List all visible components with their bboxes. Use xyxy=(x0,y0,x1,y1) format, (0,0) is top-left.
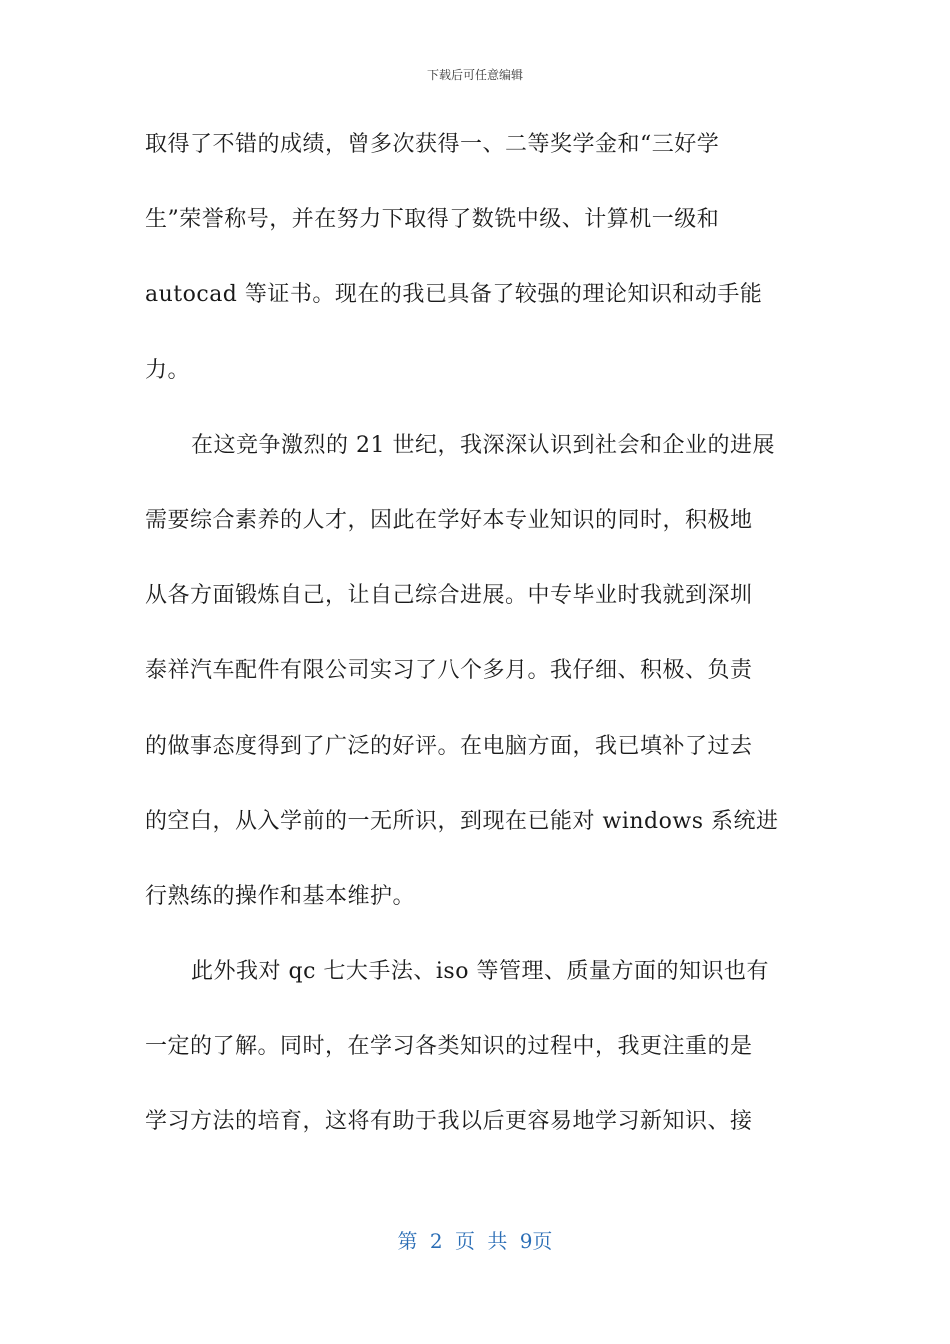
text-line: 的做事态度得到了广泛的好评。在电脑方面，我已填补了过去 xyxy=(145,733,753,759)
text-line: 行熟练的操作和基本维护。 xyxy=(145,883,416,909)
text-line: 力。 xyxy=(145,357,191,383)
text-line: 的空白，从入学前的一无所识，到现在已能对 windows 系统进 xyxy=(145,808,779,834)
text-line: 在这竞争激烈的 21 世纪，我深深认识到社会和企业的进展 xyxy=(191,432,775,458)
text-line: autocad 等证书。现在的我已具备了较强的理论知识和动手能 xyxy=(145,282,763,308)
text-line: 取得了不错的成绩，曾多次获得一、二等奖学金和“三好学 xyxy=(145,132,720,157)
text-line: 泰祥汽车配件有限公司实习了八个多月。我仔细、积极、负责 xyxy=(145,658,753,684)
text-line: 生”荣誉称号，并在努力下取得了数铣中级、计算机一级和 xyxy=(145,207,720,233)
text-line: 此外我对 qc 七大手法、iso 等管理、质量方面的知识也有 xyxy=(191,959,769,985)
header-note: 下载后可任意编辑 xyxy=(426,68,523,82)
document-body xyxy=(145,128,810,1181)
text-line: 需要综合素养的人才，因此在学好本专业知识的同时，积极地 xyxy=(145,507,753,533)
text-line: 从各方面锻炼自己，让自己综合进展。中专毕业时我就到深圳 xyxy=(145,583,753,609)
text-line: 一定的了解。同时，在学习各类知识的过程中，我更注重的是 xyxy=(145,1034,753,1060)
text-line: 学习方法的培育，这将有助于我以后更容易地学习新知识、接 xyxy=(145,1109,753,1135)
page-number: 第 2 页 共 9页 xyxy=(397,1229,553,1253)
